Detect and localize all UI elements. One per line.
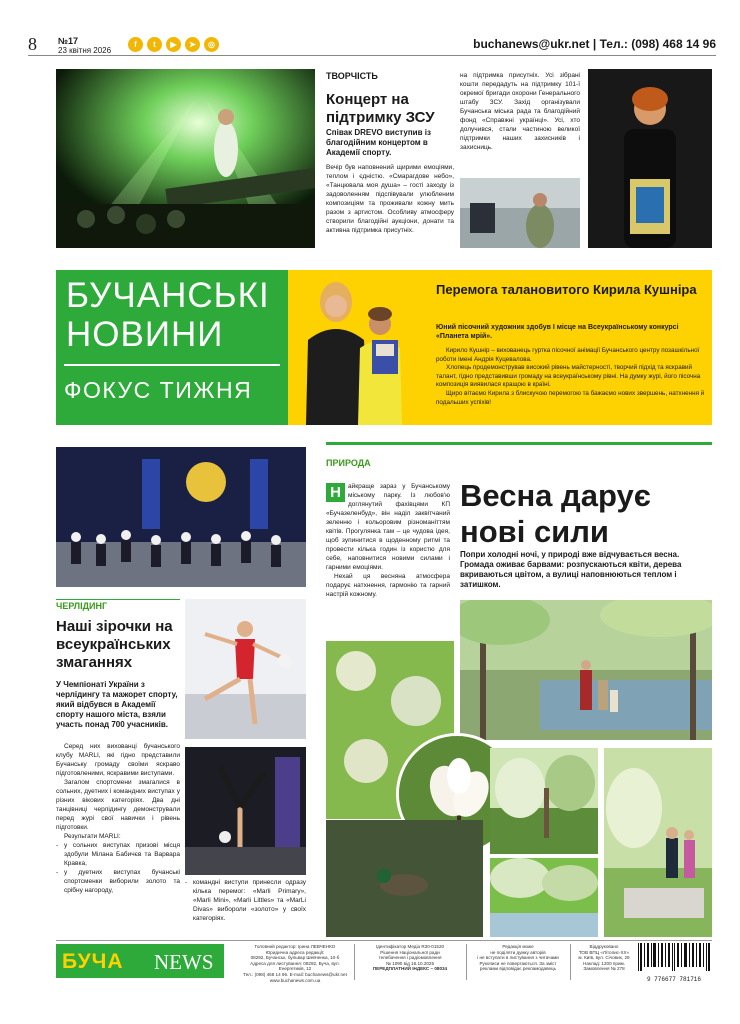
spring-headline xyxy=(460,478,712,550)
imprint-line: Адреса для листування: 08292, Буча, вул. Енергетиків, 12 xyxy=(250,960,340,972)
spring-duck-photo xyxy=(326,820,483,937)
banner-body-p3: Щиро вітаємо Кирила з блискучою перемогою та бажаємо нових звершень, натхнення й подальших успіхів! xyxy=(436,389,705,406)
imprint-line: ТОВ ВПЦ «Літопис-ХХ» xyxy=(578,949,630,955)
banner-divider xyxy=(64,364,280,366)
footer-divider xyxy=(56,940,712,941)
imprint-line: Головний редактор: Ірина ЛЕВЧЕНКО xyxy=(254,944,336,949)
imprint-line: www.buchanews.com.ua xyxy=(269,977,321,983)
concert-col1: Вечір був наповнений щирими емоціями, теплом і єдністю. «Смарагдове небо», «Танцювала моя душа» – гості заходу із задоволенням підспівували улюбленим композиціям та проживали кожну мить разом з артистом. Особливу атмосферу створили благодійні аукціони, донати та активна підтримка присутніх. xyxy=(326,164,454,234)
banner-headline: Перемога талановитого Кирила Кушніра xyxy=(436,282,697,297)
spring-headline-line2: нові сили xyxy=(460,514,609,549)
imprint-separator xyxy=(466,944,467,980)
spring-dropcap: Н xyxy=(326,483,345,502)
list-item: - у сольних виступах призові місця здобули Мілана Бабичєв та Варвара Кравка, xyxy=(56,841,180,868)
cheer-solo-photo-1 xyxy=(185,599,306,739)
imprint-line: і не вступати в листування з читачами xyxy=(477,955,559,961)
barcode-number: 9 776677 781716 xyxy=(646,976,701,983)
instagram-icon[interactable]: ◎ xyxy=(204,37,219,52)
concert-lead: Співак DREVO виступив із благодійним концертом в Академії спорту. xyxy=(326,128,431,157)
social-icons xyxy=(128,37,219,52)
logo-news: NEWS xyxy=(154,950,214,974)
header-contacts: buchanews@ukr.net | Тел.: (098) 468 14 96 xyxy=(473,37,716,51)
concert-col2: на підтримка присутніх. Усі зібрані кошти передадуть на підтримку 101-ї окремої бригади охорони Генерального штабу ЗСУ. Захід організували Бучанська міська рада та благодійний фонд «Справжні українці». Усі, хто долучився, стали частиною великої підтримки наших захисників і захисниць. xyxy=(460,72,580,151)
cheer-results-list xyxy=(56,841,180,895)
cheer-category: ЧЕРЛІДИНГ xyxy=(56,601,108,611)
imprint-line: реклами відповідає рекламодавець xyxy=(479,966,557,972)
cheer-p1: Серед них вихованці бучанського клубу MARLI, які гідно представили Бучанську громаду своїми яскраво підготовленими, яскравими виступами. xyxy=(56,743,180,777)
imprint-line: Рукописи не повертаються. За зміст xyxy=(479,960,557,966)
cheer-solo-photo-2 xyxy=(185,747,306,875)
spring-park-photo xyxy=(460,600,712,740)
imprint-line: Замовлення № 278 xyxy=(583,966,625,972)
banner-photo xyxy=(288,270,428,425)
logo-bucha: БУЧА xyxy=(62,950,124,973)
concert-photo xyxy=(56,69,315,248)
cheer-results-label: Результати MARLI: xyxy=(64,833,121,840)
banner-body xyxy=(436,347,706,407)
imprint-registration xyxy=(358,944,462,972)
spring-walkers-photo xyxy=(604,748,712,937)
issue-date: 23 квітня 2026 xyxy=(58,46,112,55)
twitter-icon[interactable]: t xyxy=(147,37,162,52)
imprint-separator xyxy=(570,944,571,980)
imprint-subscription: ПЕРЕДПЛАТНИЙ ІНДЕКС – 08034 xyxy=(372,966,448,972)
spring-category: ПРИРОДА xyxy=(326,458,371,468)
imprint-line: Наклад: 1200 прим. xyxy=(583,960,625,966)
imprint-line: № 1090 від 16.10.2025 xyxy=(385,960,435,966)
list-item: - у дуетних виступах бучанські спортсменки виборили золото та срібну нагороду, xyxy=(56,868,180,895)
spring-body xyxy=(326,482,450,599)
banner-subtitle: ФОКУС ТИЖНЯ xyxy=(64,377,253,403)
imprint-printing xyxy=(572,944,636,972)
spring-text: айкраще зараз у Бучанському міському парку. Із любов'ю доглянутий фахівцями КП «Бучазеленбуд», він наділ заквітчаний зеленню і кольоровим різноманіттям квітів. Прогулянка там – це чудова ідея, щоб зупинитися в щоденному ритмі та провести кілька годин із користю для себе, наповнитися новими силами і гарними емоціями. xyxy=(326,483,450,571)
footer-logo xyxy=(56,944,224,978)
list-item: - командні виступи принесли одразу кілька перемог: «Marli Primary», «Marli Mini», «Marli Littles» та «MarLi Divas» вибороли «золото» у своїх категоріях. xyxy=(185,878,306,923)
telegram-icon[interactable]: ➤ xyxy=(185,37,200,52)
focus-banner xyxy=(56,270,712,425)
banner-body-p2: Хлопець продемонстрував високий рівень майстерності, творчий підхід та яскравий талант, гідно представивши громаду на всеукраїнському рівні. На думку журі, його пісочна композиція виявилася кращою в країні. xyxy=(436,364,701,389)
cheer-headline: Наші зірочки на всеукраїнських змаганнях xyxy=(56,618,173,671)
page-number: 8 xyxy=(28,34,37,54)
banner-title-line2: НОВИНИ xyxy=(66,315,224,354)
imprint-line: телебачення і радіомовлення xyxy=(378,955,442,961)
imprint-notes xyxy=(470,944,566,972)
banner-lead: Юний пісочний художник здобув І місце на Всеукраїнському конкурсі «Планета мрій». xyxy=(436,324,679,340)
youtube-icon[interactable]: ▶ xyxy=(166,37,181,52)
facebook-icon[interactable]: f xyxy=(128,37,143,52)
cheer-team-photo xyxy=(56,447,306,587)
banner-green-panel xyxy=(56,270,288,425)
concert-photo-portrait xyxy=(588,69,712,248)
imprint-editor xyxy=(240,944,350,983)
imprint-line: Редакція може xyxy=(502,944,534,949)
concert-category: ТВОРЧІСТЬ xyxy=(326,71,378,81)
imprint-line: 08292, Бучанськ, бульвар Шевченка, 10-б xyxy=(250,955,340,961)
concert-headline: Концерт на підтримку ЗСУ xyxy=(326,91,435,126)
imprint-line: Тел.: (098) 468 14 96. E-mail: buchanews@ukr.net xyxy=(243,971,347,977)
banner-title-line1: БУЧАНСЬКІ xyxy=(66,276,270,315)
concert-photo-stage xyxy=(460,178,580,248)
cheer-results-cont xyxy=(185,878,306,923)
spring-category-bar xyxy=(326,442,712,445)
imprint-separator xyxy=(354,944,355,980)
imprint-line: м. Київ, вул. Січових, 29 xyxy=(578,955,630,961)
barcode-bars-icon xyxy=(636,943,712,971)
spring-garden-photo-2 xyxy=(490,858,598,937)
cheer-body xyxy=(56,742,180,895)
header-divider xyxy=(28,55,716,56)
spring-lead: Попри холодні ночі, у природі вже відчувається весна. Громада оживає барвами: розпускаються квіти, дерева вкриваються цвітом, а вулиці наповнюються теплом і затишком. xyxy=(460,550,682,589)
imprint-line: Ідентифікатор Медіа R30-01520 xyxy=(375,944,445,949)
issue-info xyxy=(58,37,111,55)
barcode xyxy=(636,943,712,983)
spring-headline-line1: Весна дарує xyxy=(460,478,651,513)
banner-title xyxy=(66,276,270,354)
cheer-lead: У Чемпіонаті України з черлідингу та мажорет спорту, який відбувся в Академії спорту нашого міста, взяли участь понад 700 учасників. xyxy=(56,680,178,729)
banner-body-p1: Кирило Кушнір – вихованець гуртка пісочної анімації Бучанського центру позашкільної роботи імені Андрія Куцевалова. xyxy=(436,347,700,363)
imprint-line: Юридична адреса редакції: xyxy=(265,949,325,955)
imprint-line: не поділяти думку авторів xyxy=(490,949,546,955)
imprint-line: Рішення Національної ради xyxy=(380,949,440,955)
spring-text-2: Нехай ця весняна атмосфера подарує натхнення, гармонію та гарний настрій кожному. xyxy=(326,573,450,598)
imprint-line: Віддруковано xyxy=(589,944,619,949)
cheer-p2: Загалом спортсмени змагалися в сольних, дуетних і командних виступах у різних вікових категоріях. Два дні танцівниці черлідингу демонстрували перед журі свої навички і рівень підготовки. xyxy=(56,779,180,831)
spring-garden-photo-1 xyxy=(490,748,598,854)
issue-number: №17 xyxy=(58,36,79,46)
